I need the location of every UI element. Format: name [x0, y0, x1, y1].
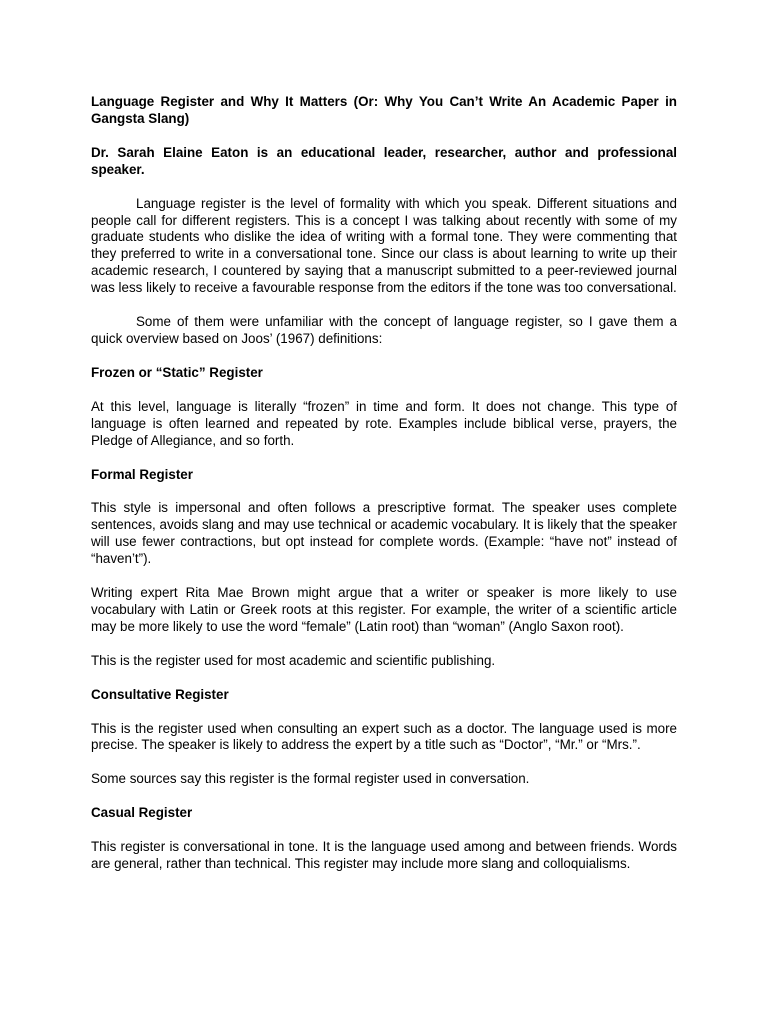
document-title: Language Register and Why It Matters (Or: Why You Can’t Write An Academic Paper in Gangsta Slang)	[91, 94, 677, 126]
section-heading-casual: Casual Register	[91, 805, 193, 821]
section-paragraph: This is the register used for most academic and scientific publishing.	[91, 652, 496, 668]
section-paragraph: This register is conversational in tone. It is the language used among and between friends. Words are general, rather than technical. This register may include more slang and colloquialisms.	[91, 839, 677, 872]
author-line: Dr. Sarah Elaine Eaton is an educational leader, researcher, author and professional speaker.	[91, 144, 677, 177]
intro-paragraph: Some of them were unfamiliar with the concept of language register, so I gave them a quick overview based on Joos’ (1967) definitions:	[91, 314, 677, 346]
section-heading-formal: Formal Register	[91, 466, 193, 482]
document-page	[91, 94, 677, 873]
section-paragraph: This style is impersonal and often follows a prescriptive format. The speaker uses complete sentences, avoids slang and may use technical or academic vocabulary. It is likely that the speaker will use fewer contractions, but opt instead for complete words. (Example: “have not” instead of “haven’t”).	[91, 500, 677, 567]
section-paragraph: Writing expert Rita Mae Brown might argue that a writer or speaker is more likely to use vocabulary with Latin or Greek roots at this register. For example, the writer of a scientific article may be more likely to use the word “female” (Latin root) than “woman” (Anglo Saxon root).	[91, 585, 677, 634]
section-heading-consultative: Consultative Register	[91, 686, 229, 702]
section-paragraph: At this level, language is literally “frozen” in time and form. It does not change. This type of language is often learned and repeated by rote. Examples include biblical verse, prayers, the Pledge of Allegiance, and so forth.	[91, 398, 677, 448]
section-heading-frozen: Frozen or “Static” Register	[91, 364, 263, 380]
section-paragraph: Some sources say this register is the formal register used in conversation.	[91, 771, 530, 787]
intro-paragraph: Language register is the level of formality with which you speak. Different situations and people call for different registers. This is a concept I was talking about recently with some of my graduate students who dislike the idea of writing with a formal tone. They were commenting that they preferred to write in a conversational tone. Since our class is about learning to write up their academic research, I countered by saying that a manuscript submitted to a peer-reviewed journal was less likely to receive a favourable response from the editors if the tone was too conversational.	[91, 195, 677, 296]
section-paragraph: This is the register used when consulting an expert such as a doctor. The language used is more precise. The speaker is likely to address the expert by a title such as “Doctor”, “Mr.” or “Mrs.”.	[91, 720, 677, 753]
